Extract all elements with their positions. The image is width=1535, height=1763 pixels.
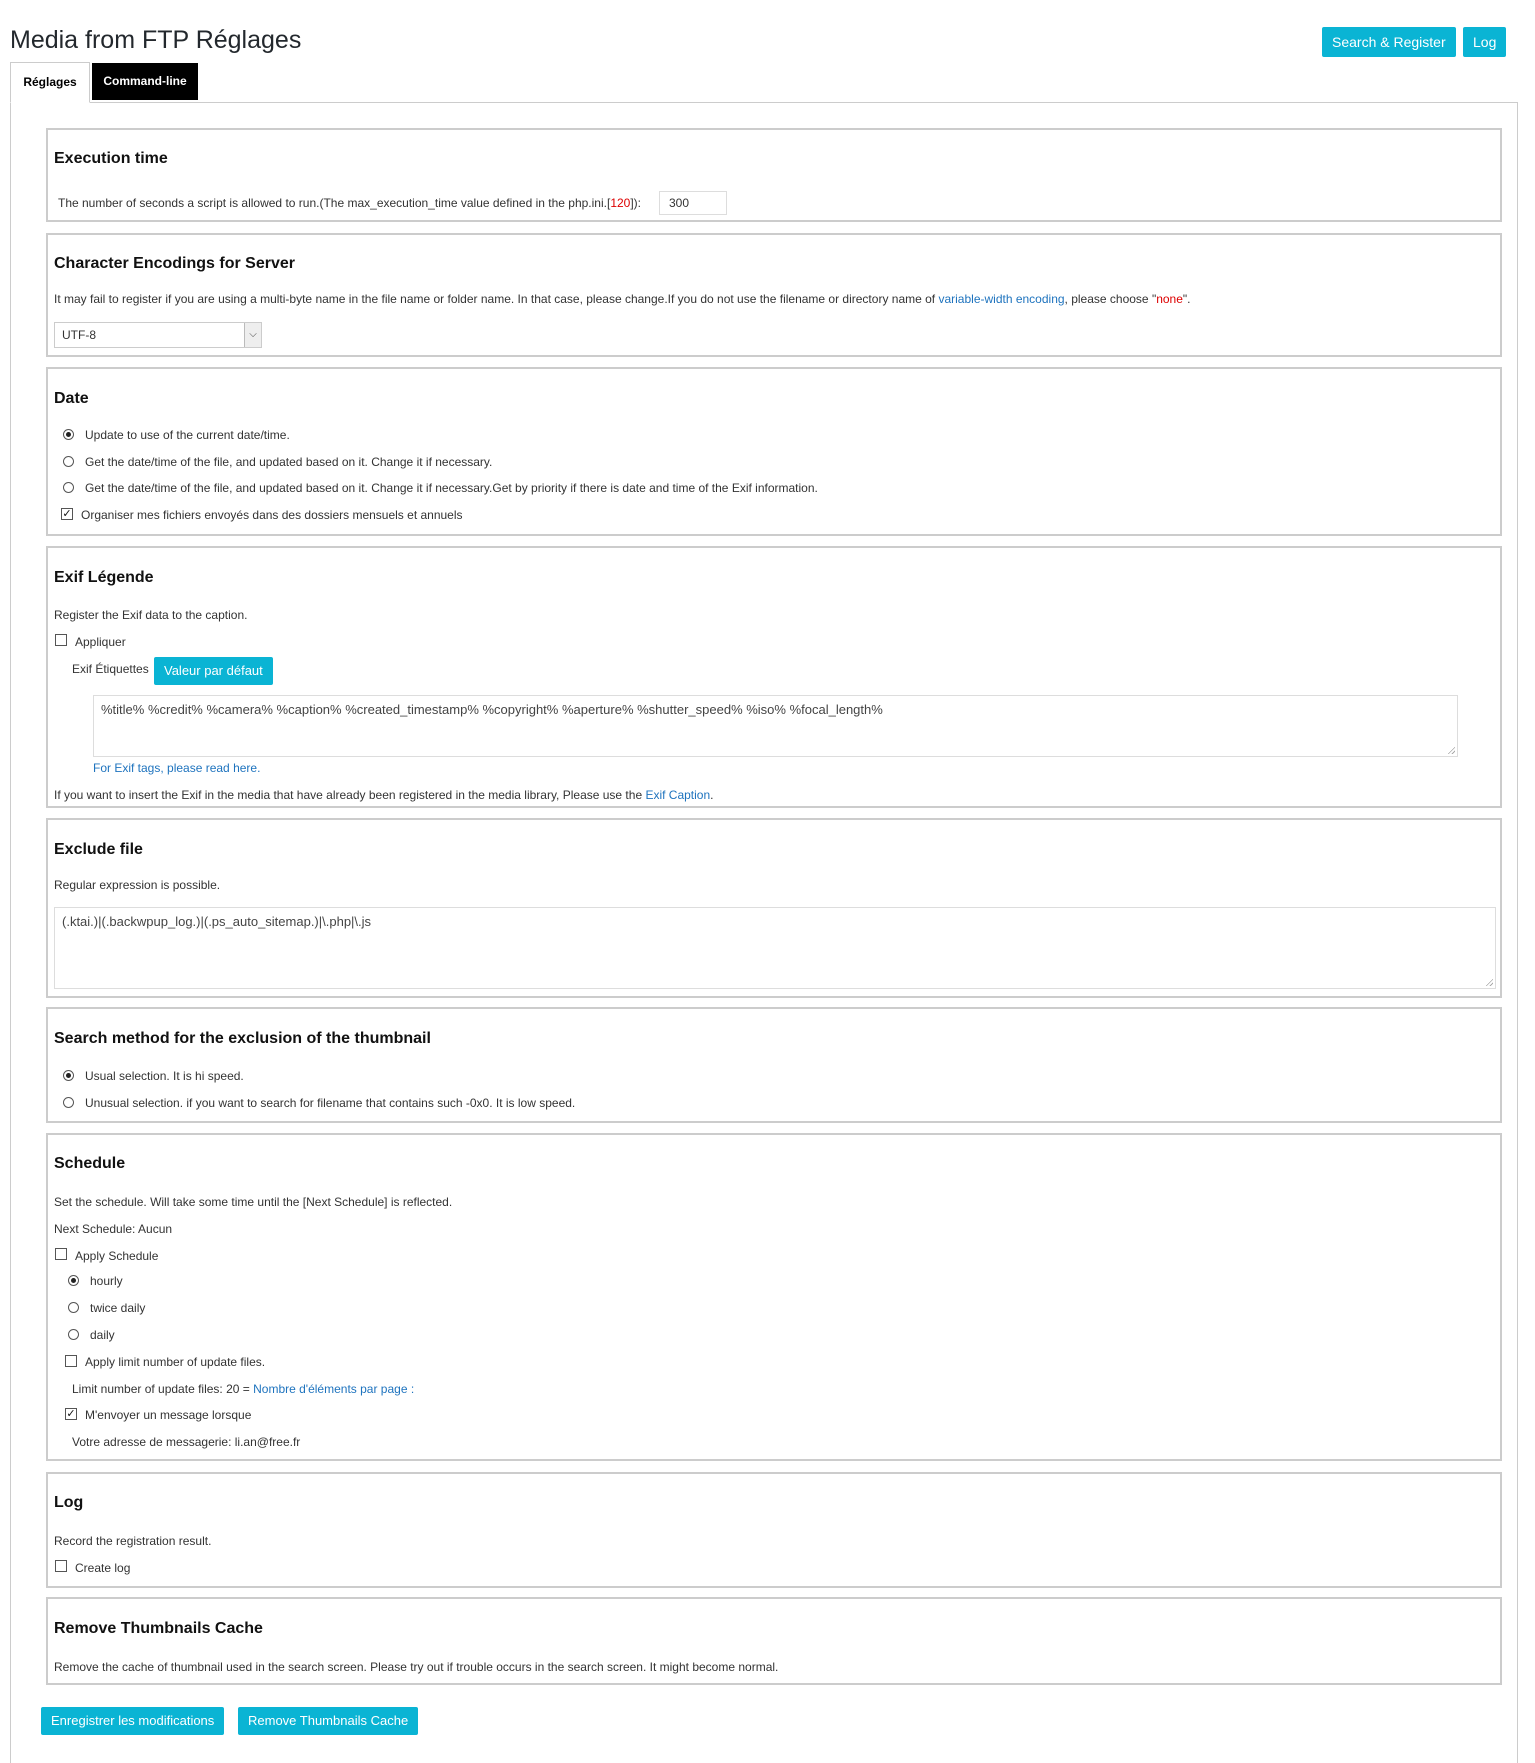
create-log-checkbox[interactable] — [55, 1560, 67, 1572]
section-title: Date — [54, 390, 89, 407]
email-address-text: Votre adresse de messagerie: li.an@free.fr — [72, 1435, 301, 1449]
section-title: Search method for the exclusion of the thumbnail — [54, 1030, 431, 1047]
exif-description: Register the Exif data to the caption. — [54, 608, 248, 622]
section-title: Exif Légende — [54, 569, 154, 586]
remove-cache-description: Remove the cache of thumbnail used in the search screen. Please try out if trouble occurs in the search screen. It might become normal. — [54, 1660, 779, 1674]
section-character-encodings — [46, 233, 1502, 357]
encodings-description: It may fail to register if you are using a multi-byte name in the file name or folder name. In that case, please change.If you do not use the filename or directory name of variable-width encoding, please choose "none". — [54, 292, 1191, 306]
schedule-daily-radio[interactable] — [68, 1329, 79, 1340]
php-ini-value: 120 — [610, 196, 631, 210]
create-log-label: Create log — [75, 1561, 131, 1575]
variable-width-encoding-link[interactable]: variable-width encoding — [938, 292, 1065, 306]
section-schedule — [46, 1133, 1502, 1461]
section-title: Schedule — [54, 1155, 126, 1172]
exif-apply-label: Appliquer — [75, 635, 126, 649]
thumbnail-usual-radio[interactable] — [63, 1070, 74, 1081]
tab-command-line[interactable]: Command-line — [92, 63, 198, 100]
thumbnail-option-label: Usual selection. It is hi speed. — [85, 1069, 244, 1083]
date-option-exif-radio[interactable] — [63, 482, 74, 493]
remove-thumbnails-cache-button[interactable]: Remove Thumbnails Cache — [238, 1707, 418, 1735]
log-button[interactable]: Log — [1463, 27, 1506, 57]
page-title: Media from FTP Réglages — [10, 26, 302, 54]
exclude-textarea[interactable]: (.ktai.)|(.backwpup_log.)|(.ps_auto_sitemap.)|\.php|\.js — [54, 907, 1496, 989]
schedule-hourly-radio[interactable] — [68, 1275, 79, 1286]
thumbnail-unusual-radio[interactable] — [63, 1097, 74, 1108]
organise-checkbox[interactable]: ✓ — [62, 508, 72, 520]
section-title: Log — [54, 1494, 84, 1511]
items-per-page-link[interactable]: Nombre d'éléments par page : — [253, 1382, 415, 1396]
exif-insert-note: If you want to insert the Exif in the media that have already been registered in the media library, Please use the Exif Caption. — [54, 788, 714, 802]
search-register-button[interactable]: Search & Register — [1322, 27, 1456, 57]
section-title: Character Encodings for Server — [54, 255, 295, 272]
date-option-label: Update to use of the current date/time. — [85, 428, 290, 442]
section-exclude-file — [46, 818, 1502, 998]
date-option-current-radio[interactable] — [63, 429, 74, 440]
execution-time-description: The number of seconds a script is allowed to run.(The max_execution_time value defined in the php.ini.[120]): — [58, 196, 642, 210]
section-title: Remove Thumbnails Cache — [54, 1620, 263, 1637]
thumbnail-option-label: Unusual selection. if you want to search for filename that contains such -0x0. It is low speed. — [85, 1096, 576, 1110]
schedule-interval-label: daily — [90, 1328, 115, 1342]
apply-schedule-label: Apply Schedule — [75, 1249, 159, 1263]
section-title: Execution time — [54, 150, 168, 167]
execution-time-input[interactable]: 300 — [659, 191, 727, 215]
send-mail-checkbox[interactable]: ✓ — [66, 1408, 76, 1420]
section-remove-cache — [46, 1597, 1502, 1685]
exclude-description: Regular expression is possible. — [54, 878, 221, 892]
log-description: Record the registration result. — [54, 1534, 212, 1548]
exif-caption-link[interactable]: Exif Caption — [645, 788, 711, 802]
resize-grip-icon[interactable] — [1485, 978, 1493, 986]
section-title: Exclude file — [54, 841, 143, 858]
encoding-select[interactable]: UTF-8 ⌵ — [54, 322, 262, 348]
exif-tags-textarea[interactable]: %title% %credit% %camera% %caption% %created_timestamp% %copyright% %aperture% %shutter_speed% %iso% %focal_length% — [93, 695, 1458, 757]
schedule-twice-daily-radio[interactable] — [68, 1302, 79, 1313]
date-option-label: Get the date/time of the file, and updated based on it. Change it if necessary. — [85, 455, 493, 469]
apply-limit-checkbox[interactable] — [65, 1355, 77, 1367]
organise-label: Organiser mes fichiers envoyés dans des dossiers mensuels et annuels — [81, 508, 463, 522]
exif-apply-checkbox[interactable] — [55, 634, 67, 646]
exif-tags-label: Exif Étiquettes — [72, 662, 149, 676]
tab-reglages[interactable]: Réglages — [10, 62, 90, 103]
section-execution-time — [46, 128, 1502, 222]
save-changes-button[interactable]: Enregistrer les modifications — [41, 1707, 224, 1735]
apply-limit-label: Apply limit number of update files. — [85, 1355, 266, 1369]
date-option-file-radio[interactable] — [63, 456, 74, 467]
next-schedule-text: Next Schedule: Aucun — [54, 1222, 173, 1236]
date-option-label: Get the date/time of the file, and updated based on it. Change it if necessary.Get by priority if there is date and time of the Exif information. — [85, 481, 818, 495]
exif-read-here-link[interactable]: For Exif tags, please read here. — [93, 761, 261, 775]
section-date — [46, 367, 1502, 536]
section-thumbnail-search — [46, 1007, 1502, 1123]
schedule-interval-label: twice daily — [90, 1301, 146, 1315]
resize-grip-icon[interactable] — [1447, 746, 1455, 754]
schedule-description: Set the schedule. Will take some time until the [Next Schedule] is reflected. — [54, 1195, 453, 1209]
limit-number-text: Limit number of update files: 20 = Nombre d'éléments par page : — [72, 1382, 415, 1396]
chevron-down-icon: ⌵ — [244, 323, 261, 347]
section-exif-caption — [46, 546, 1502, 808]
exif-default-button[interactable]: Valeur par défaut — [154, 657, 273, 685]
schedule-interval-label: hourly — [90, 1274, 123, 1288]
section-log — [46, 1472, 1502, 1588]
apply-schedule-checkbox[interactable] — [55, 1248, 67, 1260]
send-mail-label: M'envoyer un message lorsque — [85, 1408, 252, 1422]
